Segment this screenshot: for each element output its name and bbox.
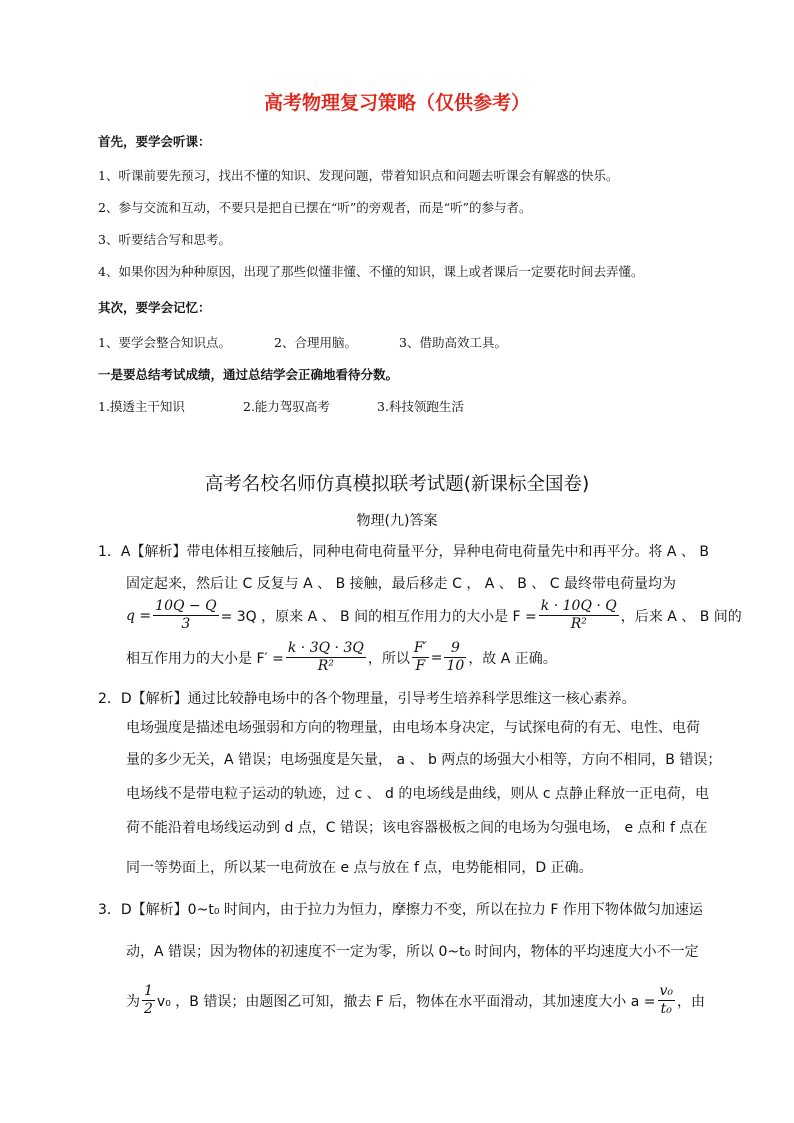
answer-2-line-1: 2．D【解析】通过比较静电场中的各个物理量，引导考生培养科学思维这一核心素养。: [98, 691, 636, 707]
formula-text: =: [430, 649, 443, 666]
tip-item: 1.摸透主干知识: [98, 399, 185, 414]
answer-1-line-2: 固定起来，然后让 C 反复与 A 、 B 接触，最后移走 C ， A 、 B 、 C 最终带电荷量均为: [126, 576, 676, 592]
list-item: 4、如果你因为种种原因，出现了那些似懂非懂、不懂的知识，课上或者课后一定要花时间去弄懂。: [98, 264, 644, 279]
formula-text: v₀ ，B 错误；由题图乙可知，撤去 F 后，物体在水平面滑动，其加速度大小 a =: [156, 993, 656, 1010]
list-item: 2、合理用脑。: [274, 335, 357, 350]
answer-2-line-6: 同一等势面上，所以某一电荷放在 e 点与放在 f 点，电势能相同，D 正确。: [126, 860, 593, 876]
list-item: 2、参与交流和互动，不要只是把自已摆在“听”的旁观者，而是“听”的参与者。: [98, 200, 532, 215]
tip-item: 2.能力驾驭高考: [243, 399, 330, 414]
list-item: 1、要学会整合知识点。: [98, 335, 231, 350]
formula-text: ，后来 A 、 B 间的: [620, 608, 742, 625]
formula-text: 为: [126, 993, 140, 1010]
answer-3-line-3: [126, 983, 705, 1018]
formula-text: ，故 A 正确。: [468, 650, 557, 667]
formula-text: = 3Q ，原来 A 、 B 间的相互作用力的大小是 F =: [220, 608, 537, 625]
fraction: $\frac{\text{v₀}}{\text{t₀}}$: [659, 983, 674, 1017]
fraction: $\frac{k \cdot 3Q \cdot 3Q}{\text{R²}}$: [287, 640, 364, 674]
answer-2-line-2: 电场强度是描述电场强弱和方向的物理量，由电场本身决定，与试探电荷的有无、电性、电荷: [126, 720, 700, 736]
list-item: 3、借助高效工具。: [399, 335, 507, 350]
list-item: 3、听要结合写和思考。: [98, 232, 231, 247]
section1-heading: 首先，要学会听课：: [98, 134, 211, 149]
answer-3-line-1: 3．D【解析】0~t₀ 时间内，由于拉力为恒力，摩擦力不变，所以在拉力 F 作用下物体做匀加速运: [98, 902, 703, 918]
formula-text: ，由: [677, 993, 706, 1010]
section2-heading: 其次，要学会记忆：: [98, 300, 211, 315]
answer-2-line-5: 荷不能沿着电场线运动到 d 点，C 错误；该电容器极板之间的电场为匀强电场， e 点和 f 点在: [126, 820, 708, 836]
answer-3-line-2: 动，A 错误；因为物体的初速度不一定为零，所以 0~t₀ 时间内，物体的平均速度大小不一定: [126, 944, 699, 960]
fraction: $\frac{9}{10}$: [446, 640, 465, 674]
answer-1-line-4: [126, 640, 557, 675]
fraction: $\frac{F'}{F}$: [413, 640, 427, 674]
tip-item: 3.科技领跑生活: [377, 399, 464, 414]
answer-2-line-4: 电场线不是带电粒子运动的轨迹，过 c 、 d 的电场线是曲线，则从 c 点静止释放一正电荷，电: [126, 786, 709, 802]
fraction: $\frac{1}{2}$: [144, 983, 153, 1017]
page-title: 高考物理复习策略（仅供参考）: [263, 92, 530, 114]
list-item: 1、听课前要先预习，找出不懂的知识、发现问题，带着知识点和问题去听课会有解惑的快乐。: [98, 168, 619, 183]
exam-subtitle: 物理(九)答案: [356, 513, 438, 529]
formula-text: 相互作用力的大小是 F′ =: [126, 650, 284, 667]
answer-2-line-3: 量的多少无关，A 错误；电场强度是矢量， a 、 b 两点的场强大小相等，方向不相同，B 错误；: [126, 752, 722, 768]
fraction: $\frac{10Q - Q}{3}$: [155, 598, 217, 632]
summary-line: 一是要总结考试成绩，通过总结学会正确地看待分数。: [98, 367, 399, 382]
fraction: $\frac{k \cdot 10Q \cdot Q}{\text{R²}}$: [540, 598, 617, 632]
answer-1-line-1: 1．A【解析】带电体相互接触后，同种电荷电荷量平分，异种电荷电荷量先中和再平分。将 A 、 B: [98, 544, 710, 560]
answer-1-line-3: [126, 598, 742, 633]
formula-text: ，所以: [367, 650, 410, 667]
formula-q: q =: [126, 607, 152, 624]
exam-title: 高考名校名师仿真模拟联考试题(新课标全国卷): [204, 474, 590, 495]
